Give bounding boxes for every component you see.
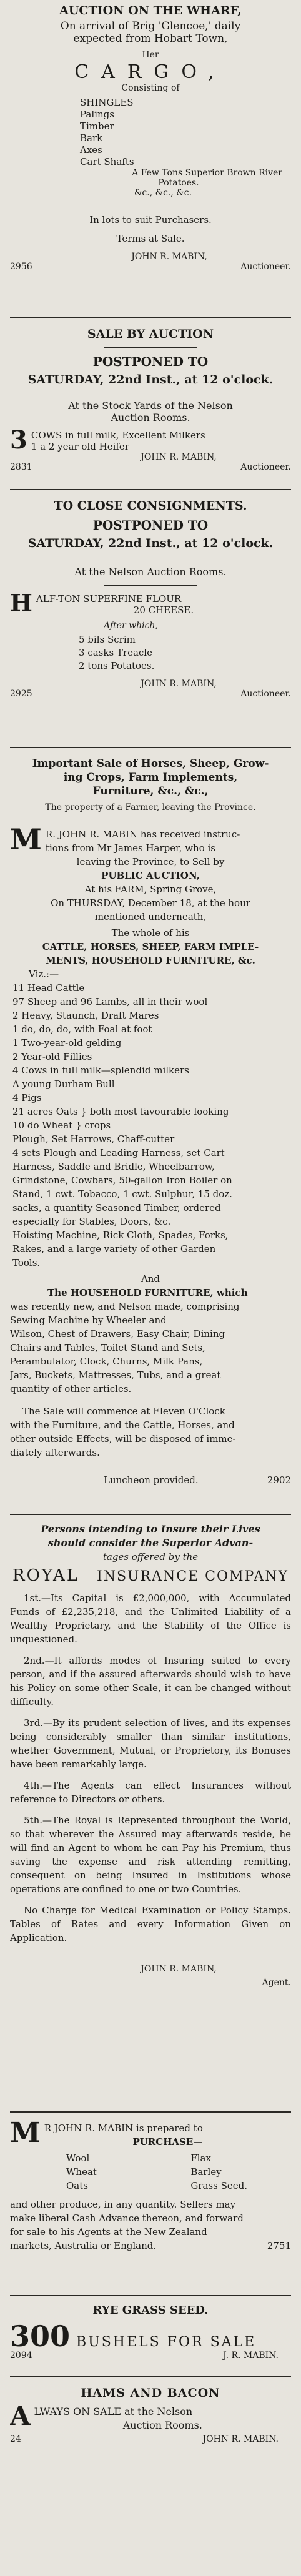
- ad-royal-insurance: [10, 1515, 291, 2111]
- ad-title: should consider the Superior Advan-: [47, 1537, 254, 1549]
- list-item: Oats: [66, 2180, 88, 2191]
- list-item: Timber: [80, 121, 114, 132]
- ad-line: Perambulator, Clock, Churns, Milk Pans,: [10, 1356, 203, 1367]
- ad-number: 2094: [10, 2351, 32, 2361]
- ad-line: PURCHASE—: [132, 2136, 203, 2148]
- list-item: 2 Heavy, Staunch, Draft Mares: [12, 1010, 159, 1021]
- ad-hams-and-bacon: [10, 2377, 291, 2571]
- divider: [104, 347, 197, 348]
- list-item: 4 Pigs: [12, 1092, 42, 1103]
- date-line: SATURDAY, 22nd Inst., at 12 o'clock.: [27, 373, 274, 387]
- list-item: Barley: [190, 2166, 222, 2178]
- ad-title: Persons intending to Insure their Lives: [41, 1523, 260, 1535]
- produce-column-left: [66, 2151, 97, 2193]
- produce-columns: [10, 2149, 291, 2193]
- ad-title: Important Sale of Horses, Sheep, Grow-: [32, 758, 269, 770]
- ad-number: 2925: [10, 689, 32, 699]
- list-item: Hoisting Machine, Rick Cloth, Spades, Forks,: [12, 1230, 229, 1241]
- ad-line: and other produce, in any quantity. Sellers may: [10, 2199, 236, 2210]
- list-item: 3 casks Treacle: [79, 647, 152, 658]
- list-item: 5th.—The Royal is Represented throughout the World, so that wherever the Assured may afterwards reside, he will find an Agent to whom he can Pay his Premium, thus saving the expense and risk attending remitting, consequent on being Insured in Institutions whose operations are confined to one or two Countries.: [10, 1815, 291, 1895]
- ad-line: COWS in full milk, Excellent Milkers: [31, 430, 205, 441]
- ad-line: After which,: [104, 621, 158, 631]
- produce-column-right: [190, 2151, 247, 2193]
- ad-number: 2956: [10, 262, 32, 272]
- intro-paragraph: [10, 2117, 291, 2149]
- list-item: sacks, a quantity Seasoned Timber, ordered: [12, 1202, 221, 1213]
- ad-line: for sale to his Agents at the New Zealand: [10, 2226, 207, 2238]
- auctioneer-name: JOHN R. MABIN,: [131, 252, 207, 262]
- drop-cap: H: [10, 589, 32, 617]
- ad-line: other outside Effects, will be disposed of imme-: [10, 1433, 236, 1444]
- list-item: Cart Shafts: [80, 156, 134, 167]
- ad-title: ing Crops, Farm Implements,: [63, 771, 238, 784]
- list-item: 2 tons Potatoes.: [79, 660, 155, 671]
- signature-line: [10, 2432, 291, 2446]
- ad-line: No Charge for Medical Examination or Policy Stamps. Tables of Rates and every Information Given on Application.: [10, 1905, 291, 1943]
- list-item: especially for Stables, Doors, &c.: [12, 1216, 171, 1227]
- intro-paragraph: [10, 822, 291, 869]
- ad-line: At the Stock Yards of the Nelson: [68, 400, 233, 412]
- ad-line: expected from Hobart Town,: [73, 32, 228, 45]
- ad-line: make liberal Cash Advance thereon, and forward: [10, 2213, 244, 2224]
- ad-line: was recently new, and Nelson made, comprising: [10, 1301, 240, 1312]
- auctioneer-name: JOHN R. MABIN,: [141, 1964, 217, 1974]
- list-item: Palings: [80, 109, 114, 120]
- list-item: 4 sets Plough and Leading Harness, set Cart: [12, 1147, 225, 1158]
- ad-line: markets, Australia or England.: [10, 2240, 157, 2251]
- ad-line: And: [141, 1273, 160, 1285]
- list-item: 1 do, do, do, with Foal at foot: [12, 1024, 152, 1035]
- ad-line: R. JOHN R. MABIN has received instruc-: [45, 829, 240, 840]
- ad-rye-grass-seed: [10, 2296, 291, 2376]
- drop-cap: M: [10, 2117, 41, 2149]
- ad-important-sale: [10, 748, 291, 1514]
- list-item: Wool: [66, 2153, 90, 2164]
- auctioneer-name: JOHN R. MABIN,: [141, 452, 217, 462]
- list-item: Wheat: [66, 2166, 97, 2178]
- ad-title: Furniture, &c., &c.,: [92, 785, 209, 797]
- ad-line: 1 a 2 year old Heifer: [31, 441, 129, 452]
- ad-line: tages offered by the: [102, 1551, 199, 1562]
- ad-title: SALE BY AUCTION: [87, 327, 214, 341]
- list-item: 1st.—Its Capital is £2,000,000, with Accumulated Funds of £2,235,218, and the Unlimited Liability of a Wealthy Proprietary, and the Stability of the Office is unquestioned.: [10, 1592, 291, 1645]
- ad-line: PUBLIC AUCTION,: [101, 870, 200, 881]
- lot-block: [10, 589, 291, 617]
- list-item: 4th.—The Agents can effect Insurances without reference to Directors or others.: [10, 1780, 291, 1805]
- ad-line: Sewing Machine by Wheeler and: [10, 1315, 167, 1326]
- ad-line: &c., &c., &c.: [134, 188, 192, 198]
- ad-purchase-produce: [10, 2113, 291, 2295]
- list-item: Axes: [80, 144, 102, 155]
- list-item: 10 do Wheat } crops: [12, 1120, 111, 1131]
- list-item: Grindstone, Cowbars, 50-gallon Iron Boiler on: [12, 1175, 232, 1186]
- lot-block: [10, 425, 291, 455]
- auctioneer-role: Auctioneer.: [240, 262, 291, 272]
- list-item: 4 Cows in full milk—splendid milkers: [12, 1065, 189, 1076]
- date-line: SATURDAY, 22nd Inst., at 12 o'clock.: [27, 536, 274, 550]
- list-item: Tools.: [12, 1257, 41, 1268]
- postponed-heading: POSTPONED TO: [92, 354, 209, 369]
- ad-line: tions from Mr James Harper, who is: [45, 842, 215, 854]
- ad-title: AUCTION ON THE WHARF,: [59, 4, 242, 17]
- bushels-line: [10, 2319, 291, 2353]
- cargo-list: [10, 97, 291, 168]
- auctioneer-role: Agent.: [262, 1978, 291, 1988]
- drop-cap: A: [10, 2401, 31, 2431]
- ad-line: Auction Rooms.: [122, 2419, 202, 2431]
- list-item: Rakes, and a large variety of other Garden: [12, 1243, 216, 1255]
- auctioneer-role: Auctioneer.: [240, 462, 291, 472]
- ad-line: MENTS, HOUSEHOLD FURNITURE, &c.: [46, 955, 255, 966]
- ad-line: ALF-TON SUPERFINE FLOUR: [36, 593, 182, 605]
- auctioneer-name: JOHN R. MABIN.: [202, 2434, 279, 2444]
- divider: [104, 585, 197, 586]
- postponed-heading: POSTPONED TO: [92, 518, 209, 533]
- list-item: Bark: [80, 132, 103, 144]
- auctioneer-name: J. R. MABIN.: [223, 2351, 279, 2361]
- ad-title: RYE GRASS SEED.: [92, 2304, 209, 2317]
- ad-line: Her: [142, 50, 159, 60]
- company-name-insurance: INSURANCE COMPANY: [97, 1569, 289, 1584]
- ad-number: 2831: [10, 462, 32, 472]
- ad-line: At the Nelson Auction Rooms.: [74, 566, 227, 578]
- goods-list: [10, 633, 291, 673]
- ad-line: Potatoes.: [158, 178, 199, 188]
- ad-line: On THURSDAY, December 18, at the hour: [51, 897, 250, 909]
- company-name-royal: ROYAL: [12, 1566, 80, 1585]
- ad-line: Chairs and Tables, Toilet Stand and Sets,: [10, 1342, 205, 1353]
- ad-line: LWAYS ON SALE at the Nelson: [34, 2406, 193, 2417]
- list-item: Stand, 1 cwt. Tobacco, 1 cwt. Sulphur, 15 doz.: [12, 1188, 232, 1200]
- list-item: 1 Two-year-old gelding: [12, 1037, 122, 1049]
- signature-line: [10, 462, 291, 472]
- ad-title: TO CLOSE CONSIGNMENTS.: [54, 499, 247, 513]
- ad-line: On arrival of Brig 'Glencoe,' daily: [60, 20, 241, 32]
- list-item: 21 acres Oats } both most favourable looking: [12, 1106, 229, 1117]
- ad-line: Consisting of: [121, 83, 180, 93]
- big-numeral: 300: [10, 2319, 71, 2353]
- signature-line: [10, 1473, 291, 1487]
- ad-line: Terms at Sale.: [116, 233, 185, 244]
- list-item: 3rd.—By its prudent selection of lives, and its expenses being considerably smaller than similar institutions, whether Government, Mutual, or Proprietory, its Bonuses have been remarkably large.: [10, 1717, 291, 1770]
- ad-line: leaving the Province, to Sell by: [76, 856, 225, 867]
- list-item: Grass Seed.: [190, 2180, 247, 2191]
- list-item: SHINGLES: [80, 97, 134, 108]
- ad-line: The Sale will commence at Eleven O'Clock: [22, 1406, 225, 1417]
- advantages-list: [10, 1591, 291, 1896]
- signature-line: [10, 262, 291, 272]
- luncheon-note: Luncheon provided.: [104, 1474, 199, 1486]
- ad-line: Wilson, Chest of Drawers, Easy Chair, Dining: [10, 1328, 225, 1340]
- drop-cap: M: [10, 822, 42, 856]
- ad-number: 2751: [267, 2240, 291, 2251]
- ad-line: diately afterwards.: [10, 1447, 100, 1458]
- list-item: 2 Year-old Fillies: [12, 1051, 92, 1062]
- ad-close-consignments: [10, 490, 291, 747]
- auctioneer-name: JOHN R. MABIN,: [141, 679, 217, 689]
- ad-line: Auction Rooms.: [111, 412, 190, 423]
- big-numeral: 3: [10, 425, 27, 455]
- signature-line: [10, 2239, 291, 2253]
- ad-line: The HOUSEHOLD FURNITURE, which: [47, 1287, 248, 1298]
- ad-line: R JOHN R. MABIN is prepared to: [44, 2123, 203, 2134]
- list-item: Plough, Set Harrows, Chaff-cutter: [12, 1133, 175, 1145]
- ad-line: Jars, Buckets, Mattresses, Tubs, and a great: [10, 1369, 221, 1381]
- list-item: Harness, Saddle and Bridle, Wheelbarrow,: [12, 1161, 215, 1172]
- ad-line: BUSHELS FOR SALE: [76, 2334, 257, 2350]
- list-item: 2nd.—It affords modes of Insuring suited to every person, and if the assured afterwards should wish to have his Policy on some other Scale, it can be changed without difficulty.: [10, 1655, 291, 1707]
- ad-line: CATTLE, HORSES, SHEEP, FARM IMPLE-: [42, 941, 259, 952]
- ad-line: mentioned underneath,: [94, 911, 207, 922]
- ad-line: The whole of his: [111, 927, 190, 939]
- list-item: Flax: [190, 2153, 211, 2164]
- lots-list: [10, 981, 291, 1270]
- list-item: 97 Sheep and 96 Lambs, all in their wool: [12, 996, 208, 1007]
- list-item: 5 bils Scrim: [79, 634, 136, 645]
- ad-title: HAMS AND BACON: [81, 2386, 220, 2400]
- ad-sale-by-auction: [10, 318, 291, 489]
- list-item: 11 Head Cattle: [12, 982, 85, 994]
- signature-line: [10, 689, 291, 699]
- ad-line: 20 CHEESE.: [133, 605, 194, 616]
- ad-line: A Few Tons Superior Brown River: [132, 168, 282, 178]
- ad-line: Viz.:—: [29, 969, 59, 980]
- ad-number: 24: [10, 2434, 21, 2444]
- company-heading: [10, 1566, 291, 1585]
- ad-line: At his FARM, Spring Grove,: [84, 884, 217, 895]
- ad-auction-on-the-wharf: [10, 0, 291, 317]
- ad-line: The property of a Farmer, leaving the Province.: [45, 802, 256, 812]
- ad-number: 2902: [267, 1474, 291, 1486]
- ad-line: quantity of other articles.: [10, 1383, 132, 1394]
- list-item: A young Durham Bull: [12, 1078, 115, 1090]
- intro-paragraph: [10, 2401, 291, 2432]
- auctioneer-role: Auctioneer.: [240, 689, 291, 699]
- ad-line: with the Furniture, and the Cattle, Horses, and: [10, 1419, 235, 1431]
- ad-line: In lots to suit Purchasers.: [89, 214, 212, 225]
- cargo-heading: CARGO,: [74, 61, 227, 83]
